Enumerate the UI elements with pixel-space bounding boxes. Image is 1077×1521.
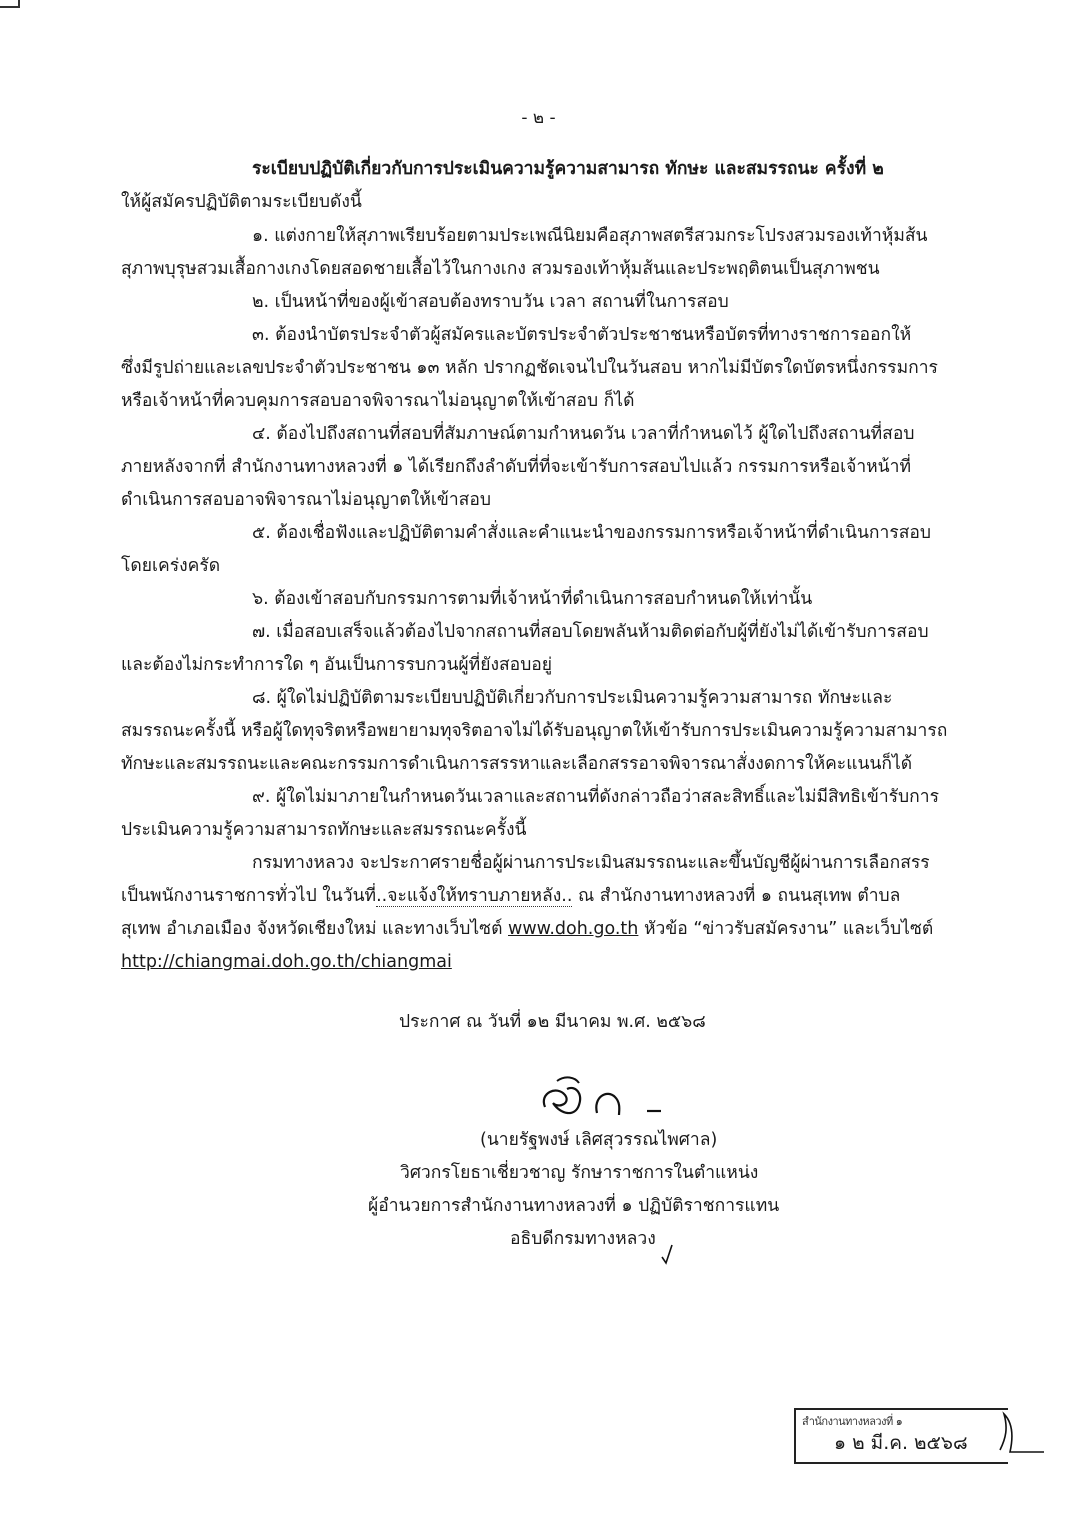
signer-position-2: ผู้อำนวยการสำนักงานทางหลวงที่ ๑ ปฏิบัติราชการแทน <box>368 1196 780 1216</box>
announcement-date-label: เป็นพนักงานราชการทั่วไป ในวันที่ <box>121 886 377 906</box>
announcement-topic: หัวข้อ “ข่าวรับสมัครงาน” และเว็บไซต์ <box>638 919 934 939</box>
rule-1-line-1: ๑. แต่งกายให้สุภาพเรียบร้อยตามประเพณีนิยมคือสุภาพสตรีสวมกระโปรงสวมรองเท้าหุ้มส้น <box>252 226 928 246</box>
signer-name: (นายรัฐพงษ์ เลิศสุวรรณไพศาล) <box>480 1130 718 1150</box>
signer-position-1: วิศวกรโยธาเชี่ยวชาญ รักษาราชการในตำแหน่ง <box>400 1163 759 1183</box>
announcement-line-3 <box>121 916 933 942</box>
rule-5-line-1: ๕. ต้องเชื่อฟังและปฏิบัติตามคำสั่งและคำแนะนำของกรรมการหรือเจ้าหน้าที่ดำเนินการสอบ <box>252 523 932 543</box>
rule-4-line-1: ๔. ต้องไปถึงสถานที่สอบที่สัมภาษณ์ตามกำหนดวัน เวลาที่กำหนดไว้ ผู้ใดไปถึงสถานที่สอบ <box>252 424 915 444</box>
signature-image <box>535 1075 675 1135</box>
announcement-line-2 <box>121 883 900 909</box>
announcement-line-1: กรมทางหลวง จะประกาศรายชื่อผู้ผ่านการประเมินสมรรถนะและขึ้นบัญชีผู้ผ่านการเลือกสรร <box>252 853 930 873</box>
rule-6-line-1: ๖. ต้องเข้าสอบกับกรรมการตามที่เจ้าหน้าที่ดำเนินการสอบกำหนดให้เท่านั้น <box>252 589 813 609</box>
announcement-date: ประกาศ ณ วันที่ ๑๒ มีนาคม พ.ศ. ๒๕๖๘ <box>399 1012 706 1032</box>
page-number: - ๒ - <box>521 108 556 128</box>
rule-3-line-3: หรือเจ้าหน้าที่ควบคุมการสอบอาจพิจารณาไม่อนุญาตให้เข้าสอบ ก็ได้ <box>121 391 635 411</box>
stamp-date: ๑ ๒ มี.ค. ๒๕๖๘ <box>834 1432 968 1454</box>
document-title: ระเบียบปฏิบัติเกี่ยวกับการประเมินความรู้ความสามารถ ทักษะ และสมรรถนะ ครั้งที่ ๒ <box>252 159 884 179</box>
initial-tick-mark <box>660 1243 674 1265</box>
rule-1-line-2: สุภาพบุรุษสวมเสื้อกางเกงโดยสอดชายเสื้อไว้ในกางเกง สวมรองเท้าหุ้มส้นและประพฤติตนเป็นสุภาพชน <box>121 259 880 279</box>
receipt-stamp <box>794 1408 1050 1468</box>
intro-text: ให้ผู้สมัครปฏิบัติตามระเบียบดังนี้ <box>121 192 362 212</box>
rule-7-line-2: และต้องไม่กระทำการใด ๆ อันเป็นการรบกวนผู้ที่ยังสอบอยู่ <box>121 655 553 675</box>
chiangmai-website-link[interactable]: http://chiangmai.doh.go.th/chiangmai <box>121 952 452 972</box>
rule-5-line-2: โดยเคร่งครัด <box>121 556 221 576</box>
announcement-web-intro: สุเทพ อำเภอเมือง จังหวัดเชียงใหม่ และทางเว็บไซต์ <box>121 919 508 939</box>
rule-4-line-2: ภายหลังจากที่ สำนักงานทางหลวงที่ ๑ ได้เรียกถึงลำดับที่ที่จะเข้ารับการสอบไปแล้ว กรรมการหรือเจ้าหน้าที่ <box>121 457 912 477</box>
rule-9-line-1: ๙. ผู้ใดไม่มาภายในกำหนดวันเวลาและสถานที่ดังกล่าวถือว่าสละสิทธิ์และไม่มีสิทธิเข้ารับการ <box>252 787 939 807</box>
announcement-location: ณ สำนักงานทางหลวงที่ ๑ ถนนสุเทพ ตำบล <box>572 886 901 906</box>
announcement-date-value: ..จะแจ้งให้ทราบภายหลัง.. <box>376 886 573 906</box>
stamp-initial-mark <box>998 1408 1050 1468</box>
rule-2-line-1: ๒. เป็นหน้าที่ของผู้เข้าสอบต้องทราบวัน เวลา สถานที่ในการสอบ <box>252 292 729 312</box>
rule-8-line-3: ทักษะและสมรรถนะและคณะกรรมการดำเนินการสรรหาและเลือกสรรอาจพิจารณาสั่งงดการให้คะแนนก็ได้ <box>121 754 913 774</box>
rule-3-line-2: ซึ่งมีรูปถ่ายและเลขประจำตัวประชาชน ๑๓ หลัก ปรากฏชัดเจนไปในวันสอบ หากไม่มีบัตรใดบัตรหนึ่งกรรมการ <box>121 358 938 378</box>
signer-position-3: อธิบดีกรมทางหลวง <box>510 1229 656 1249</box>
rule-8-line-1: ๘. ผู้ใดไม่ปฏิบัติตามระเบียบปฏิบัติเกี่ยวกับการประเมินความรู้ความสามารถ ทักษะและ <box>252 688 893 708</box>
rule-4-line-3: ดำเนินการสอบอาจพิจารณาไม่อนุญาตให้เข้าสอบ <box>121 490 491 510</box>
stamp-org: สำนักงานทางหลวงที่ ๑ <box>802 1415 903 1428</box>
rule-9-line-2: ประเมินความรู้ความสามารถทักษะและสมรรถนะครั้งนี้ <box>121 820 527 840</box>
corner-fold-mark <box>0 0 20 8</box>
rule-8-line-2: สมรรถนะครั้งนี้ หรือผู้ใดทุจริตหรือพยายามทุจริตอาจไม่ได้รับอนุญาตให้เข้ารับการประเมินความรู้ความสามารถ <box>121 721 948 741</box>
doh-website-link[interactable]: www.doh.go.th <box>508 919 639 939</box>
rule-3-line-1: ๓. ต้องนำบัตรประจำตัวผู้สมัครและบัตรประจำตัวประชาชนหรือบัตรที่ทางราชการออกให้ <box>252 325 912 345</box>
rule-7-line-1: ๗. เมื่อสอบเสร็จแล้วต้องไปจากสถานที่สอบโดยพลันห้ามติดต่อกับผู้ที่ยังไม่ได้เข้ารับการสอบ <box>252 622 929 642</box>
